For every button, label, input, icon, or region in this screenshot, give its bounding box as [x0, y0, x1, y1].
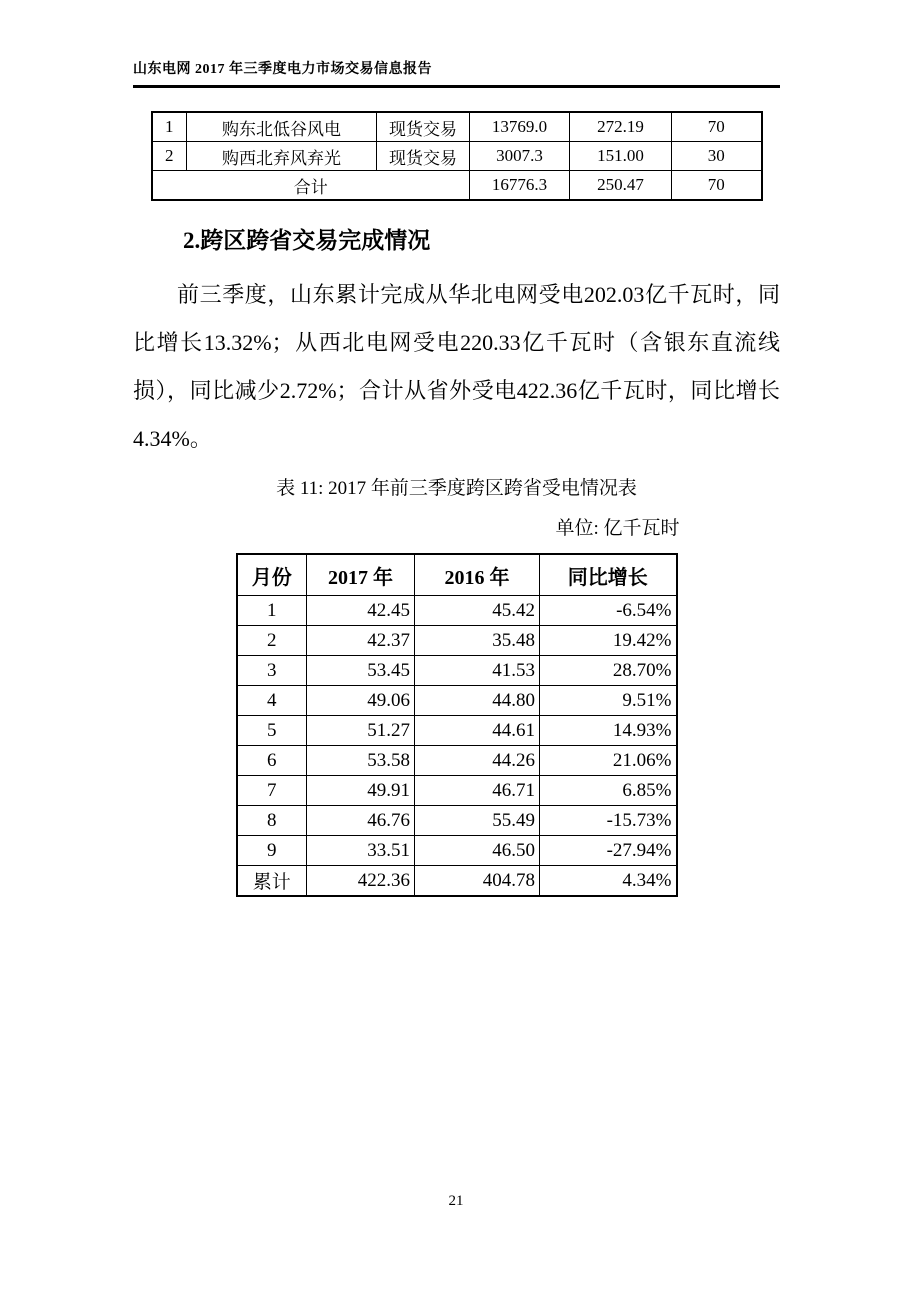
- table-cell: 28.70%: [540, 656, 677, 686]
- table-cell: 7: [237, 776, 307, 806]
- table-cell: 46.71: [415, 776, 540, 806]
- table-cell: 53.45: [307, 656, 415, 686]
- table-cell: -27.94%: [540, 836, 677, 866]
- table-cell: 现货交易: [377, 112, 470, 142]
- table-row: [237, 716, 677, 746]
- carryover-table: [151, 111, 763, 201]
- table-cell: 4: [237, 686, 307, 716]
- table-header-row: [237, 554, 677, 596]
- column-header-month: 月份: [237, 554, 307, 596]
- body-paragraph: 前三季度，山东累计完成从华北电网受电202.03亿千瓦时，同比增长13.32%；从西北电网受电220.33亿千瓦时（含银东直流线损），同比减少2.72%；合计从省外受电422.36亿千瓦时，同比增长4.34%。: [133, 282, 780, 451]
- table-cell: 151.00: [570, 142, 672, 171]
- table-row: [237, 656, 677, 686]
- table-cell: 46.76: [307, 806, 415, 836]
- table-cell: 404.78: [415, 866, 540, 897]
- table-cell: 1: [152, 112, 187, 142]
- table-cell: 33.51: [307, 836, 415, 866]
- table-cell: 250.47: [570, 171, 672, 201]
- table-row: [152, 142, 762, 171]
- table-cell: 422.36: [307, 866, 415, 897]
- table-cell: 49.91: [307, 776, 415, 806]
- table-cell: 现货交易: [377, 142, 470, 171]
- table-cell: 70: [672, 171, 762, 201]
- table-cell: 6: [237, 746, 307, 776]
- table-cell: 41.53: [415, 656, 540, 686]
- table-cell: 9.51%: [540, 686, 677, 716]
- table-cell: 53.58: [307, 746, 415, 776]
- table-cell: 9: [237, 836, 307, 866]
- table-cell: 3: [237, 656, 307, 686]
- table-cell: 70: [672, 112, 762, 142]
- table-cell: 1: [237, 596, 307, 626]
- table-row: [237, 596, 677, 626]
- table-row: [152, 112, 762, 142]
- table-row: [237, 686, 677, 716]
- table-row: [237, 836, 677, 866]
- table-cell: 2: [152, 142, 187, 171]
- table-row: [237, 746, 677, 776]
- table11-caption: 表 11: 2017 年前三季度跨区跨省受电情况表: [276, 478, 637, 499]
- table-total-row: [152, 171, 762, 201]
- table-cell: 5: [237, 716, 307, 746]
- table-cell: -6.54%: [540, 596, 677, 626]
- table-cell: 49.06: [307, 686, 415, 716]
- table-row: [237, 776, 677, 806]
- page-number: 21: [448, 1193, 464, 1209]
- table-cell: 42.45: [307, 596, 415, 626]
- table-cell: 30: [672, 142, 762, 171]
- table-cell: 35.48: [415, 626, 540, 656]
- table-cell: 44.61: [415, 716, 540, 746]
- column-header-yoy: 同比增长: [540, 554, 677, 596]
- table-cell: 272.19: [570, 112, 672, 142]
- table-cell-total-label: 合计: [152, 171, 470, 201]
- table-cell: 3007.3: [470, 142, 570, 171]
- section-heading: 2.跨区跨省交易完成情况: [183, 228, 431, 253]
- table-cell: 45.42: [415, 596, 540, 626]
- table-row: [237, 626, 677, 656]
- column-header-2016: 2016 年: [415, 554, 540, 596]
- table11: [236, 553, 678, 897]
- page-header: [133, 0, 780, 88]
- table-cell: 6.85%: [540, 776, 677, 806]
- table-cell: 4.34%: [540, 866, 677, 897]
- table-cell: 55.49: [415, 806, 540, 836]
- table-cell: 2: [237, 626, 307, 656]
- table-cell: 13769.0: [470, 112, 570, 142]
- table-cell: 42.37: [307, 626, 415, 656]
- table-cell: 51.27: [307, 716, 415, 746]
- header-title: 山东电网 2017 年三季度电力市场交易信息报告: [133, 62, 432, 77]
- table-cell: 46.50: [415, 836, 540, 866]
- table11-unit-row: [234, 517, 680, 541]
- table-total-row: [237, 866, 677, 897]
- table-cell-total-label: 累计: [237, 866, 307, 897]
- table-cell: 16776.3: [470, 171, 570, 201]
- table-cell: 购东北低谷风电: [187, 112, 377, 142]
- table11-unit-label: 单位: 亿千瓦时: [555, 518, 680, 539]
- table-row: [237, 806, 677, 836]
- table-cell: -15.73%: [540, 806, 677, 836]
- table-cell: 14.93%: [540, 716, 677, 746]
- table-cell: 44.80: [415, 686, 540, 716]
- table-cell: 19.42%: [540, 626, 677, 656]
- column-header-2017: 2017 年: [307, 554, 415, 596]
- table-cell: 21.06%: [540, 746, 677, 776]
- table-cell: 购西北弃风弃光: [187, 142, 377, 171]
- table-cell: 8: [237, 806, 307, 836]
- table-cell: 44.26: [415, 746, 540, 776]
